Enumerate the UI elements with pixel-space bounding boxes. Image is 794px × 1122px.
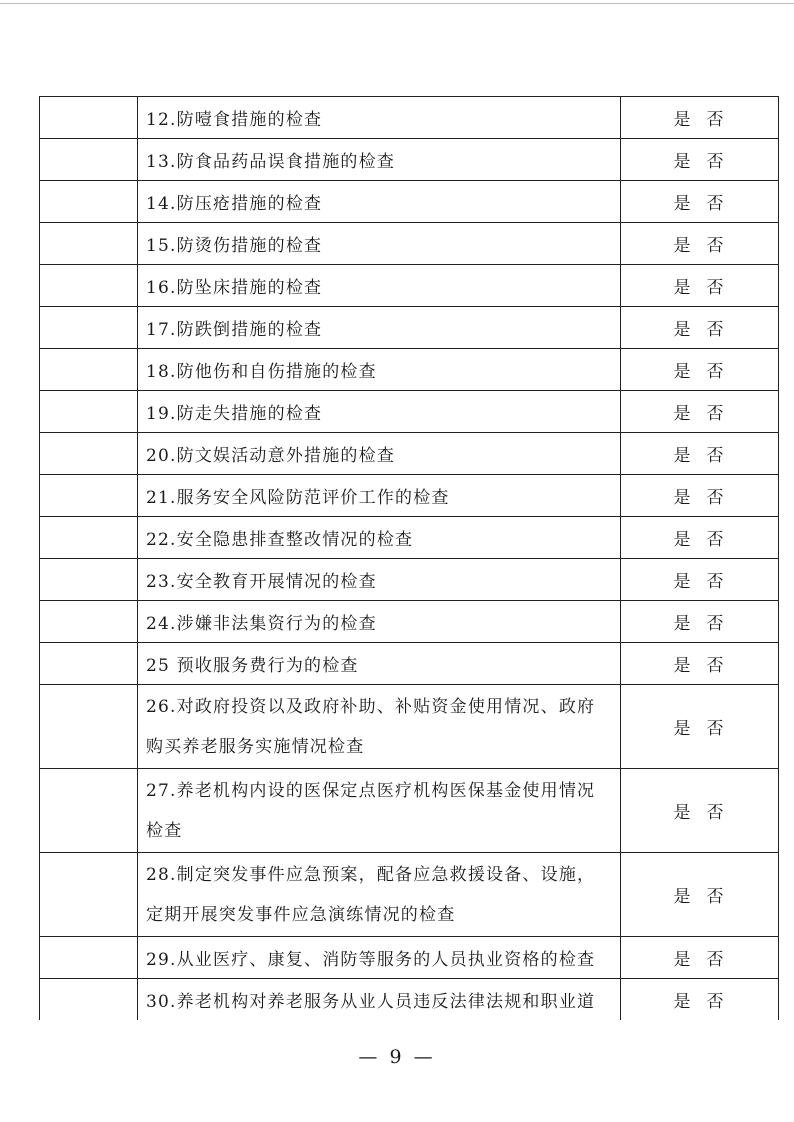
table-row [40, 979, 778, 1020]
item-cell: 20.防文娱活动意外措施的检查 [138, 433, 621, 474]
answer-cell [621, 853, 778, 936]
table-row [40, 643, 778, 685]
item-cell: 23.安全教育开展情况的检查 [138, 559, 621, 600]
answer-cell [621, 937, 778, 978]
category-cell [40, 349, 138, 390]
table-row [40, 97, 778, 139]
table-row [40, 517, 778, 559]
yes-option: 是 [673, 152, 693, 172]
no-option: 否 [706, 404, 726, 424]
no-option: 否 [706, 110, 726, 130]
category-cell [40, 685, 138, 768]
answer-cell [621, 559, 778, 600]
no-option: 否 [706, 656, 726, 676]
table-row [40, 139, 778, 181]
table-row [40, 181, 778, 223]
item-cell: 27.养老机构内设的医保定点医疗机构医保基金使用情况检查 [138, 769, 621, 852]
no-option: 否 [706, 803, 726, 823]
yes-option: 是 [673, 110, 693, 130]
yes-option: 是 [673, 992, 693, 1012]
table-row [40, 685, 778, 769]
checklist-table [39, 96, 779, 1020]
answer-cell [621, 265, 778, 306]
category-cell [40, 223, 138, 264]
category-cell [40, 517, 138, 558]
answer-cell [621, 601, 778, 642]
no-option: 否 [706, 194, 726, 214]
item-cell: 30.养老机构对养老服务从业人员违反法律法规和职业道 [138, 979, 621, 1020]
no-option: 否 [706, 278, 726, 298]
no-option: 否 [706, 152, 726, 172]
item-cell: 16.防坠床措施的检查 [138, 265, 621, 306]
category-cell [40, 769, 138, 852]
category-cell [40, 601, 138, 642]
answer-cell [621, 475, 778, 516]
yes-option: 是 [673, 530, 693, 550]
table-row [40, 349, 778, 391]
category-cell [40, 265, 138, 306]
item-cell: 13.防食品药品误食措施的检查 [138, 139, 621, 180]
no-option: 否 [706, 530, 726, 550]
answer-cell [621, 349, 778, 390]
answer-cell [621, 433, 778, 474]
item-cell: 18.防他伤和自伤措施的检查 [138, 349, 621, 390]
item-cell: 19.防走失措施的检查 [138, 391, 621, 432]
yes-option: 是 [673, 446, 693, 466]
category-cell [40, 475, 138, 516]
yes-option: 是 [673, 278, 693, 298]
category-cell [40, 139, 138, 180]
answer-cell [621, 517, 778, 558]
item-cell: 24.涉嫌非法集资行为的检查 [138, 601, 621, 642]
category-cell [40, 853, 138, 936]
item-cell: 21.服务安全风险防范评价工作的检查 [138, 475, 621, 516]
item-cell: 22.安全隐患排查整改情况的检查 [138, 517, 621, 558]
category-cell [40, 937, 138, 978]
item-cell: 12.防噎食措施的检查 [138, 97, 621, 138]
category-cell [40, 181, 138, 222]
page-number: — 9 — [358, 1046, 436, 1068]
no-option: 否 [706, 950, 726, 970]
category-cell [40, 559, 138, 600]
yes-option: 是 [673, 194, 693, 214]
yes-option: 是 [673, 362, 693, 382]
yes-option: 是 [673, 803, 693, 823]
table-row [40, 601, 778, 643]
no-option: 否 [706, 614, 726, 634]
no-option: 否 [706, 362, 726, 382]
table-row [40, 559, 778, 601]
yes-option: 是 [673, 404, 693, 424]
table-row [40, 475, 778, 517]
item-cell: 17.防跌倒措施的检查 [138, 307, 621, 348]
table-row [40, 433, 778, 475]
item-cell: 29.从业医疗、康复、消防等服务的人员执业资格的检查 [138, 937, 621, 978]
answer-cell [621, 769, 778, 852]
category-cell [40, 97, 138, 138]
yes-option: 是 [673, 488, 693, 508]
yes-option: 是 [673, 887, 693, 907]
item-cell: 26.对政府投资以及政府补助、补贴资金使用情况、政府购买养老服务实施情况检查 [138, 685, 621, 768]
table-row [40, 307, 778, 349]
answer-cell [621, 97, 778, 138]
answer-cell [621, 643, 778, 684]
item-cell: 14.防压疮措施的检查 [138, 181, 621, 222]
no-option: 否 [706, 719, 726, 739]
item-cell: 28.制定突发事件应急预案，配备应急救援设备、设施，定期开展突发事件应急演练情况的检查 [138, 853, 621, 936]
table-row [40, 391, 778, 433]
yes-option: 是 [673, 236, 693, 256]
item-cell: 25 预收服务费行为的检查 [138, 643, 621, 684]
answer-cell [621, 307, 778, 348]
no-option: 否 [706, 320, 726, 340]
yes-option: 是 [673, 656, 693, 676]
no-option: 否 [706, 488, 726, 508]
answer-cell [621, 223, 778, 264]
yes-option: 是 [673, 719, 693, 739]
no-option: 否 [706, 236, 726, 256]
category-cell [40, 979, 138, 1020]
category-cell [40, 643, 138, 684]
category-cell [40, 433, 138, 474]
answer-cell [621, 685, 778, 768]
yes-option: 是 [673, 614, 693, 634]
table-row [40, 769, 778, 853]
table-row [40, 937, 778, 979]
answer-cell [621, 979, 778, 1020]
table-row [40, 223, 778, 265]
yes-option: 是 [673, 950, 693, 970]
category-cell [40, 307, 138, 348]
no-option: 否 [706, 572, 726, 592]
top-rule [0, 3, 794, 4]
yes-option: 是 [673, 320, 693, 340]
category-cell [40, 391, 138, 432]
no-option: 否 [706, 992, 726, 1012]
answer-cell [621, 391, 778, 432]
answer-cell [621, 181, 778, 222]
item-cell: 15.防烫伤措施的检查 [138, 223, 621, 264]
no-option: 否 [706, 887, 726, 907]
no-option: 否 [706, 446, 726, 466]
answer-cell [621, 139, 778, 180]
table-row [40, 853, 778, 937]
table-row [40, 265, 778, 307]
yes-option: 是 [673, 572, 693, 592]
